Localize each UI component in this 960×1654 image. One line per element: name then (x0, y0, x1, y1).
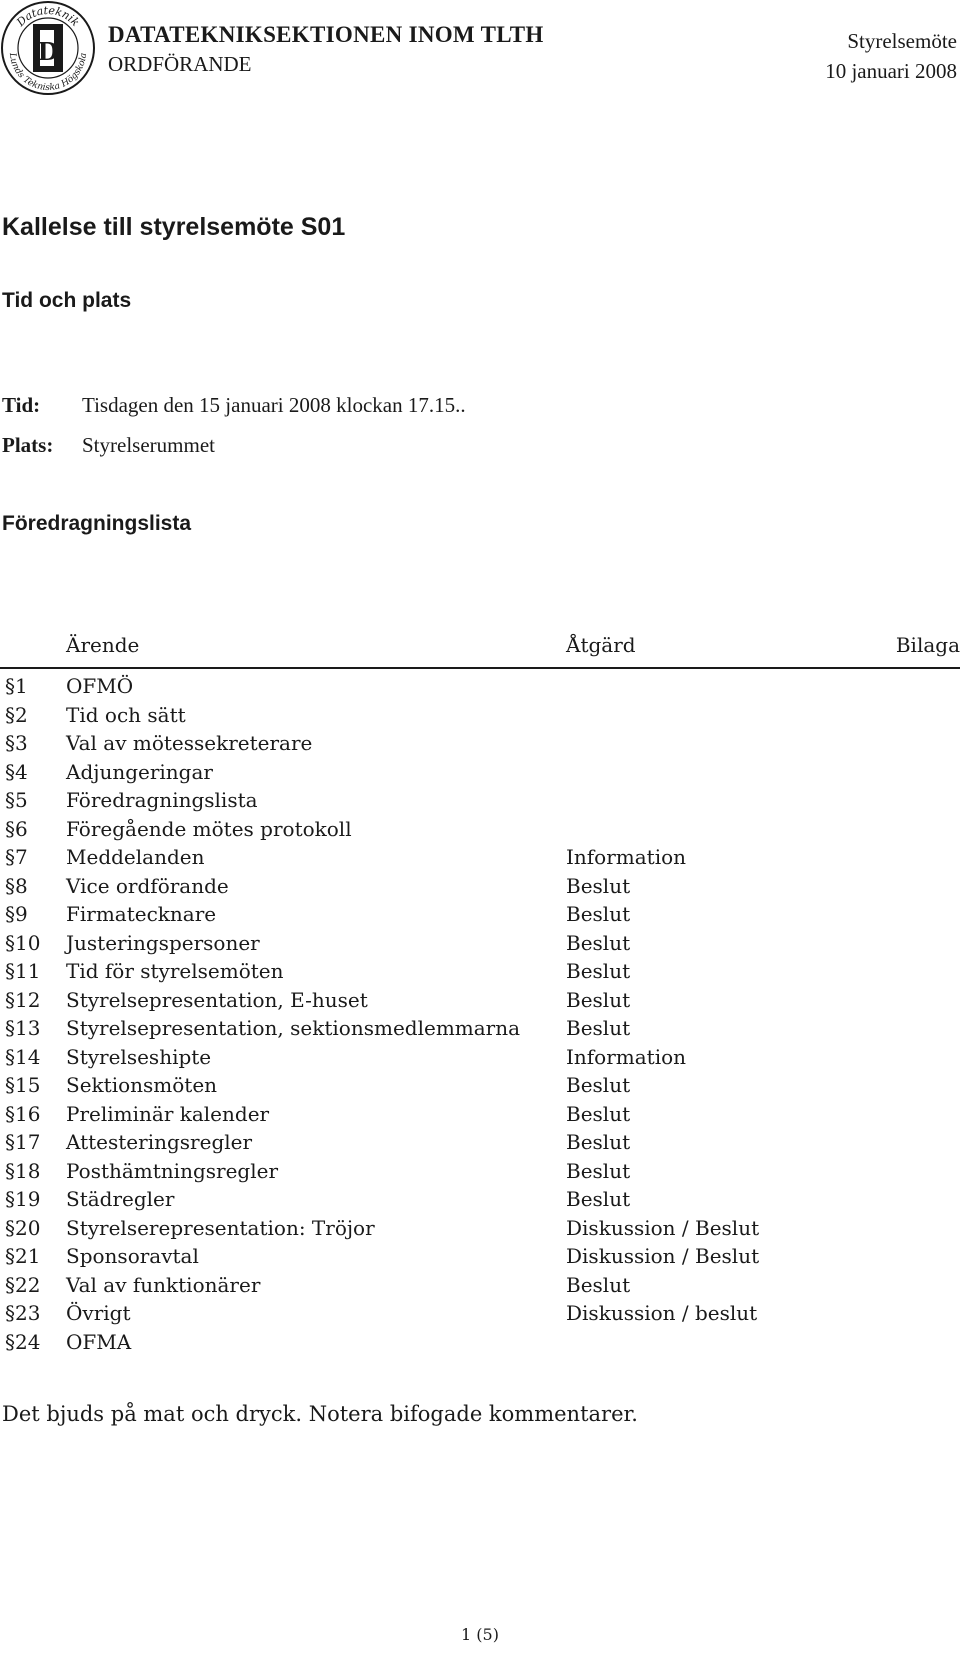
page-number: 1 (5) (461, 1625, 499, 1644)
table-row (0, 1299, 960, 1328)
agenda-item-arende: Tid och sätt (66, 702, 186, 727)
agenda-item-number: §7 (5, 845, 28, 869)
doc-type: Styrelsemöte (847, 29, 957, 53)
table-row (0, 957, 960, 986)
agenda-item-number: §10 (5, 930, 41, 955)
agenda-item-number: §23 (5, 1301, 41, 1325)
table-row (0, 900, 960, 929)
agenda-item-atgard: Beslut (566, 1158, 631, 1183)
table-row (0, 758, 960, 787)
table-row (0, 843, 960, 872)
page-title: Kallelse till styrelsemöte S01 (2, 213, 346, 241)
agenda-table-header (0, 633, 960, 669)
agenda-item-atgard: Beslut (566, 873, 631, 898)
plats-row (2, 433, 215, 458)
agenda-item-arende: Justeringspersoner (66, 930, 260, 955)
logo-top-text: Datateknik (14, 3, 83, 29)
agenda-item-arende: Adjungeringar (66, 759, 213, 784)
tid-row (2, 393, 466, 418)
agenda-item-number: §16 (5, 1101, 41, 1126)
section-heading-tid-och-plats: Tid och plats (2, 289, 132, 312)
agenda-item-number: §2 (5, 702, 28, 727)
org-role: ORDFÖRANDE (108, 52, 252, 76)
table-row (0, 929, 960, 958)
plats-label: Plats: (2, 433, 54, 457)
agenda-item-arende: Övrigt (66, 1301, 131, 1325)
table-row (0, 1271, 960, 1300)
table-row (0, 729, 960, 758)
plats-value: Styrelserummet (82, 433, 215, 457)
table-row (0, 672, 960, 701)
logo-numeral: D (37, 37, 59, 66)
agenda-item-atgard: Information (566, 1044, 687, 1069)
table-row (0, 986, 960, 1015)
agenda-item-arende: Attesteringsregler (66, 1130, 253, 1154)
table-row (0, 701, 960, 730)
agenda-item-number: §19 (5, 1187, 41, 1211)
column-header-atgard: Åtgärd (566, 633, 636, 657)
agenda-item-number: §24 (5, 1329, 41, 1354)
agenda-item-arende: Tid för styrelsemöten (66, 959, 284, 983)
table-row (0, 1185, 960, 1214)
agenda-item-number: §21 (5, 1244, 41, 1268)
table-row (0, 1128, 960, 1157)
agenda-item-atgard: Information (566, 845, 687, 869)
agenda-item-arende: OFMÖ (66, 674, 134, 698)
agenda-item-arende: Vice ordförande (66, 873, 229, 898)
agenda-item-atgard: Diskussion / beslut (566, 1301, 758, 1325)
table-row (0, 815, 960, 844)
agenda-item-arende: Preliminär kalender (66, 1101, 270, 1126)
agenda-item-number: §15 (5, 1073, 41, 1097)
agenda-item-atgard: Beslut (566, 1187, 631, 1211)
agenda-item-arende: Firmatecknare (66, 902, 217, 926)
doc-date: 10 januari 2008 (825, 59, 957, 83)
agenda-item-number: §3 (5, 731, 28, 755)
table-row (0, 1157, 960, 1186)
agenda-item-atgard: Beslut (566, 1130, 631, 1154)
header-meta (825, 26, 957, 86)
agenda-item-atgard: Diskussion / Beslut (566, 1244, 760, 1268)
tid-label: Tid: (2, 393, 41, 417)
agenda-item-arende: Styrelsepresentation, sektionsmedlemmarna (66, 1016, 521, 1040)
agenda-item-arende: Styrelserepresentation: Tröjor (66, 1215, 375, 1240)
tid-value: Tisdagen den 15 januari 2008 klockan 17.15.. (82, 393, 466, 417)
column-header-arende: Ärende (66, 633, 140, 657)
agenda-item-atgard: Diskussion / Beslut (566, 1215, 760, 1240)
agenda-item-atgard: Beslut (566, 1272, 631, 1297)
agenda-item-arende: Styrelseshipte (66, 1044, 212, 1069)
table-row (0, 1242, 960, 1271)
agenda-item-number: §12 (5, 987, 41, 1012)
table-row (0, 1214, 960, 1243)
agenda-item-number: §13 (5, 1016, 41, 1040)
table-row (0, 1014, 960, 1043)
agenda-item-atgard: Beslut (566, 1101, 631, 1126)
table-row (0, 872, 960, 901)
agenda-item-number: §9 (5, 902, 28, 926)
agenda-item-atgard: Beslut (566, 1016, 631, 1040)
agenda-item-number: §14 (5, 1044, 41, 1069)
agenda-item-atgard: Beslut (566, 930, 631, 955)
agenda-item-atgard: Beslut (566, 987, 631, 1012)
agenda-item-arende: Styrelsepresentation, E-huset (66, 987, 368, 1012)
agenda-item-number: §6 (5, 816, 28, 841)
logo-bottom-text: Lunds Tekniska Högskola (6, 52, 90, 94)
table-row (0, 1100, 960, 1129)
table-row (0, 1043, 960, 1072)
agenda-item-number: §4 (5, 759, 28, 784)
agenda-item-arende: Meddelanden (66, 845, 205, 869)
table-row (0, 1071, 960, 1100)
agenda-item-arende: Val av funktionärer (66, 1272, 261, 1297)
agenda-item-number: §5 (5, 788, 28, 812)
agenda-table-body (0, 672, 960, 1356)
column-header-bilaga: Bilaga (895, 633, 960, 657)
agenda-item-arende: Sponsoravtal (66, 1244, 199, 1268)
agenda-item-number: §11 (5, 959, 41, 983)
agenda-item-arende: Föregående mötes protokoll (66, 816, 352, 841)
agenda-item-number: §18 (5, 1158, 41, 1183)
agenda-item-arende: OFMA (66, 1329, 132, 1354)
agenda-item-number: §1 (5, 674, 28, 698)
agenda-item-number: §17 (5, 1130, 41, 1154)
agenda-item-arende: Posthämtningsregler (66, 1158, 279, 1183)
agenda-item-number: §22 (5, 1272, 41, 1297)
table-row (0, 1328, 960, 1357)
agenda-item-arende: Städregler (66, 1187, 175, 1211)
agenda-item-arende: Sektionsmöten (66, 1073, 218, 1097)
datateknik-seal-logo (0, 0, 96, 96)
agenda-item-atgard: Beslut (566, 902, 631, 926)
agenda-item-number: §8 (5, 873, 28, 898)
agenda-item-arende: Val av mötessekreterare (66, 731, 313, 755)
footer-note: Det bjuds på mat och dryck. Notera bifogade kommentarer. (2, 1402, 638, 1426)
header-organization (108, 22, 544, 77)
org-name: DATATEKNIKSEKTIONEN INOM TLTH (108, 22, 544, 47)
section-heading-foredragningslista: Föredragningslista (2, 512, 192, 535)
table-row (0, 786, 960, 815)
agenda-item-arende: Föredragningslista (66, 788, 258, 812)
agenda-item-atgard: Beslut (566, 959, 631, 983)
agenda-item-number: §20 (5, 1215, 41, 1240)
agenda-item-atgard: Beslut (566, 1073, 631, 1097)
